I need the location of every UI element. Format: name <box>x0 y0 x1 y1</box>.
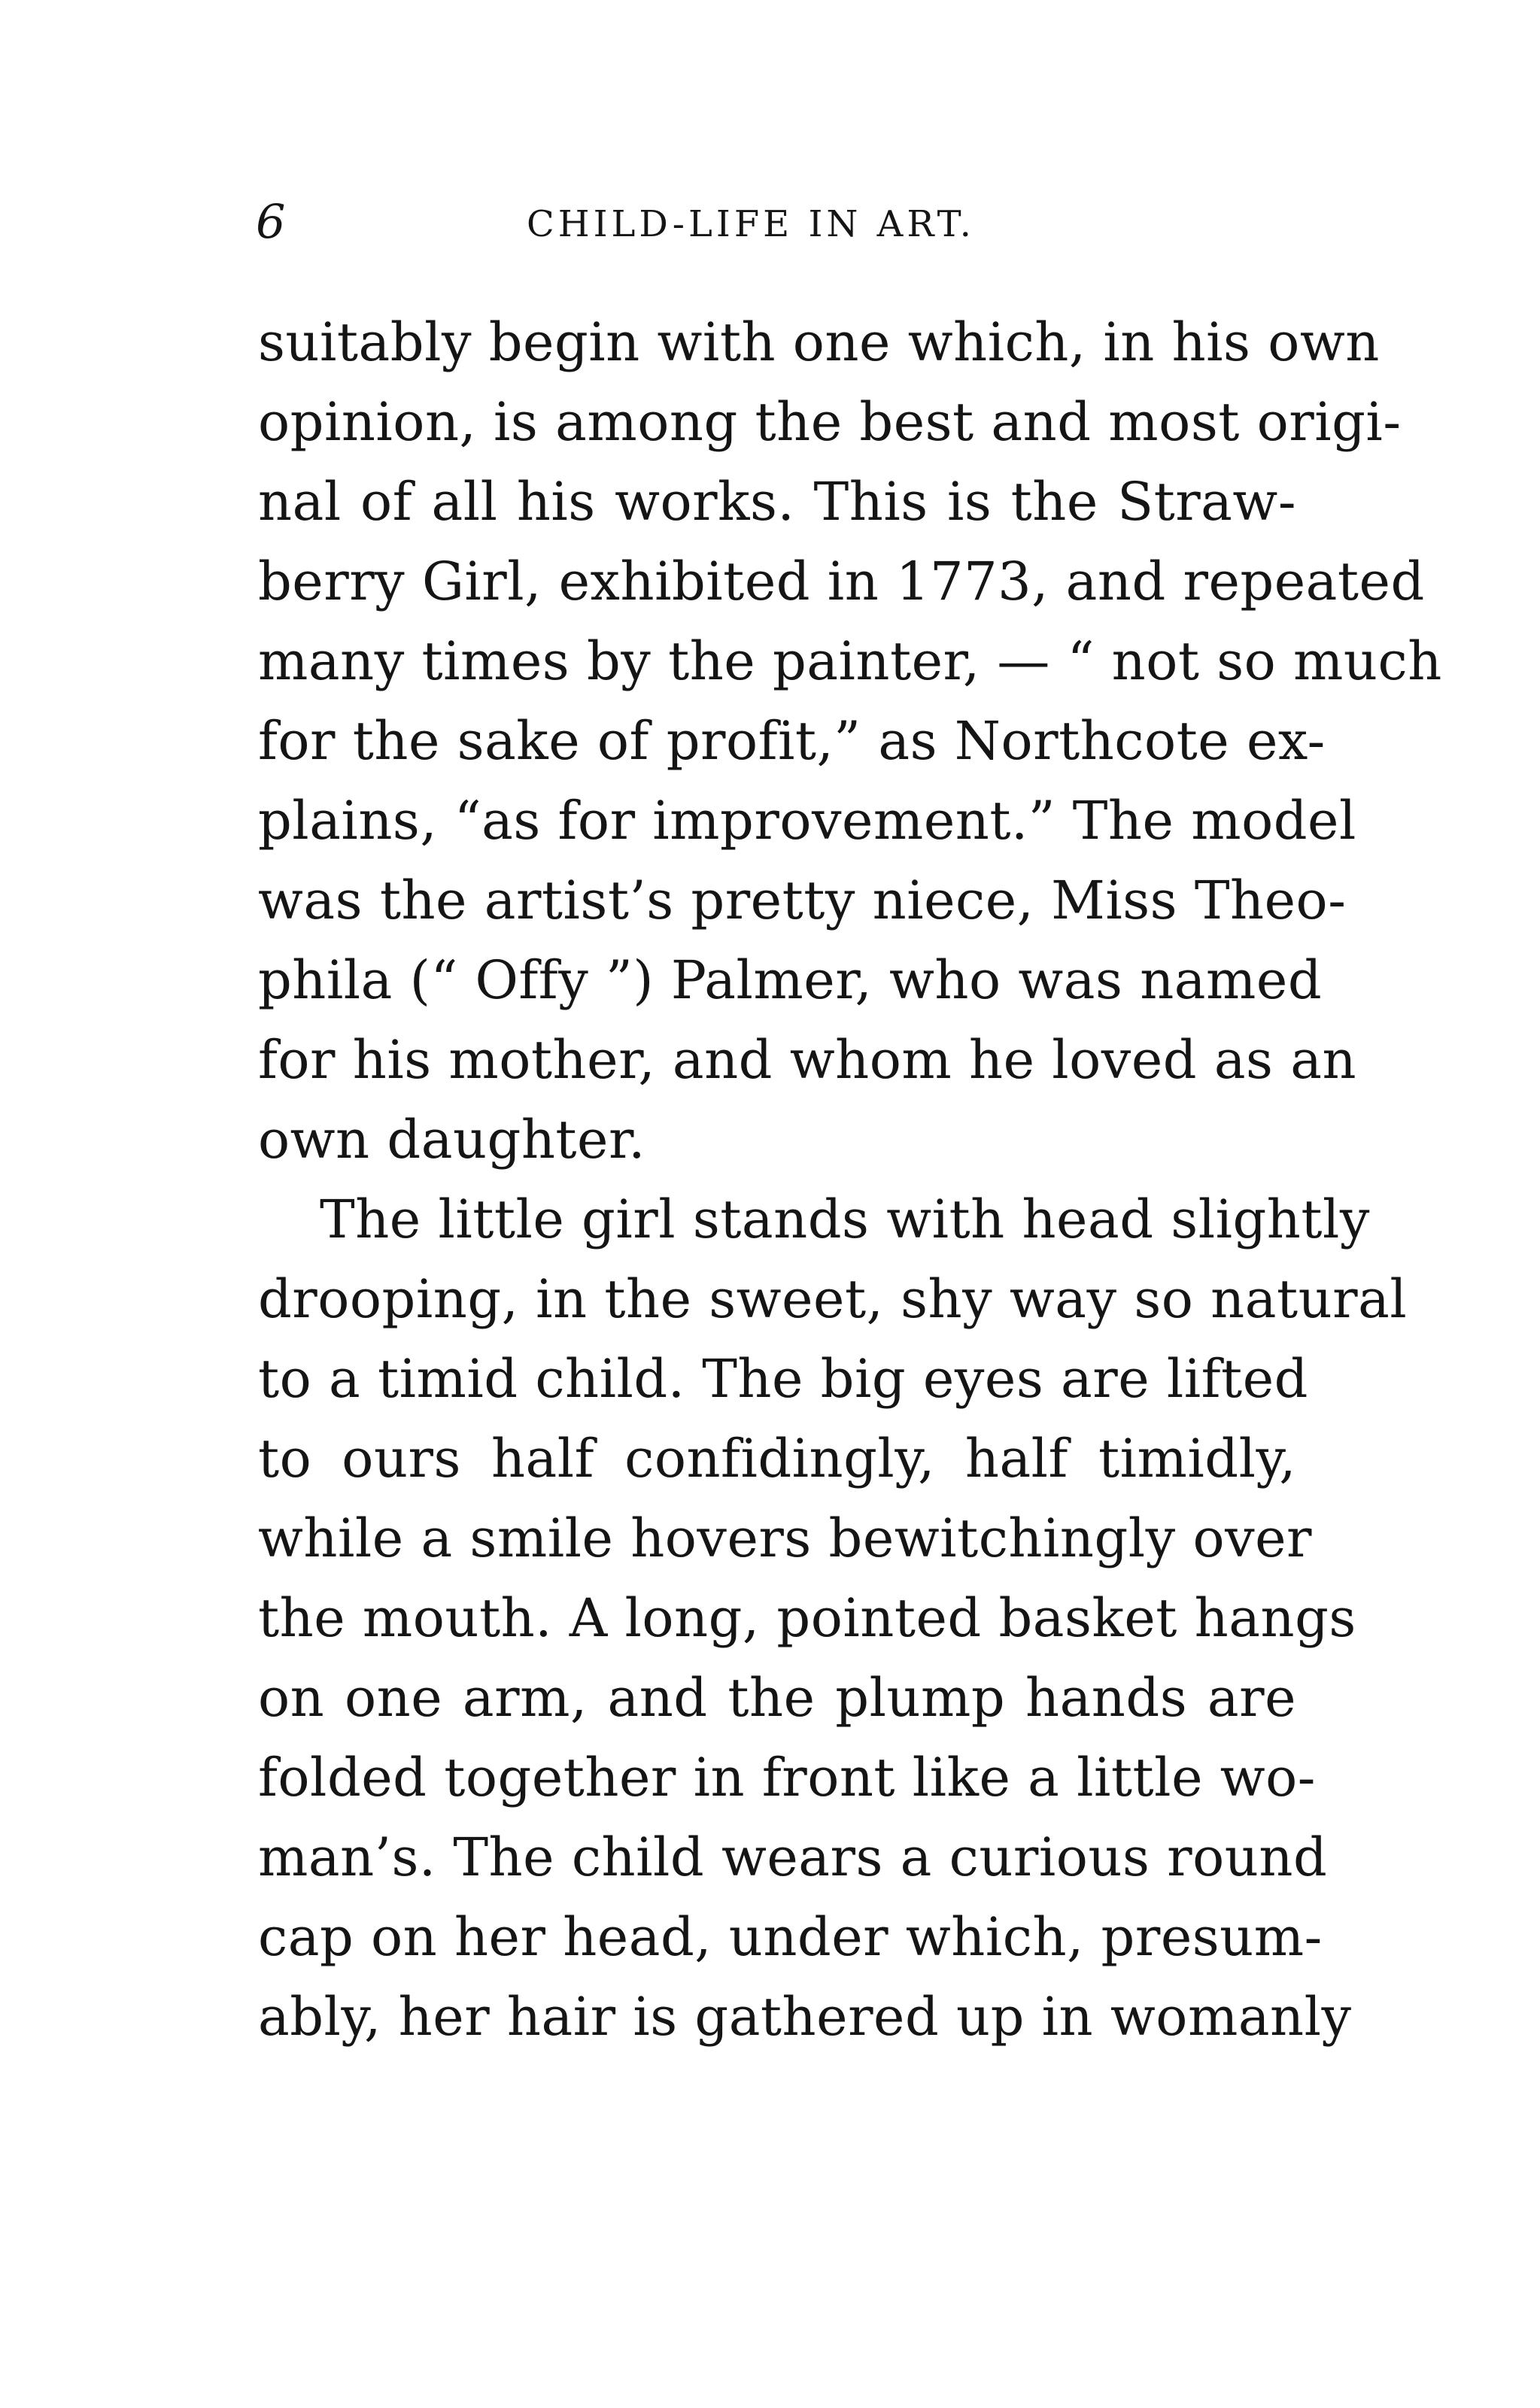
text-line: The little girl stands with head slightly <box>320 1189 1370 1250</box>
text-line: to a timid child. The big eyes are lifted <box>258 1348 1308 1410</box>
text-line: man’s. The child wears a curious round <box>258 1826 1328 1888</box>
text-line: many times by the painter, — “ not so much <box>258 630 1442 692</box>
text-line: opinion, is among the best and most origi- <box>258 391 1402 453</box>
text-line: berry Girl, exhibited in 1773, and repeated <box>258 551 1425 612</box>
text-line: own daughter. <box>258 1109 645 1171</box>
text-line: ably, her hair is gathered up in womanly <box>258 1986 1352 2048</box>
text-line: while a smile hovers bewitchingly over <box>258 1508 1313 1569</box>
text-line: drooping, in the sweet, shy way so natural <box>258 1268 1408 1330</box>
text-line: to ours half confidingly, half timidly, <box>258 1428 1296 1489</box>
text-line: cap on her head, under which, presum- <box>258 1906 1323 1968</box>
text-line: suitably begin with one which, in his own <box>258 311 1380 373</box>
text-line: the mouth. A long, pointed basket hangs <box>258 1587 1356 1649</box>
text-line: on one arm, and the plump hands are <box>258 1667 1296 1729</box>
text-line: folded together in front like a little wo- <box>258 1747 1316 1808</box>
page-number: 6 <box>256 194 286 249</box>
text-line: nal of all his works. This is the Straw- <box>258 471 1296 533</box>
text-line: for his mother, and whom he loved as an <box>258 1029 1357 1091</box>
text-line: for the sake of profit,” as Northcote ex- <box>258 710 1326 772</box>
text-line: plains, “as for improvement.” The model <box>258 790 1356 852</box>
text-line: was the artist’s pretty niece, Miss Theo- <box>258 870 1347 931</box>
running-title: CHILD-LIFE IN ART. <box>527 203 975 245</box>
text-line: phila (“ Offy ”) Palmer, who was named <box>258 949 1323 1011</box>
